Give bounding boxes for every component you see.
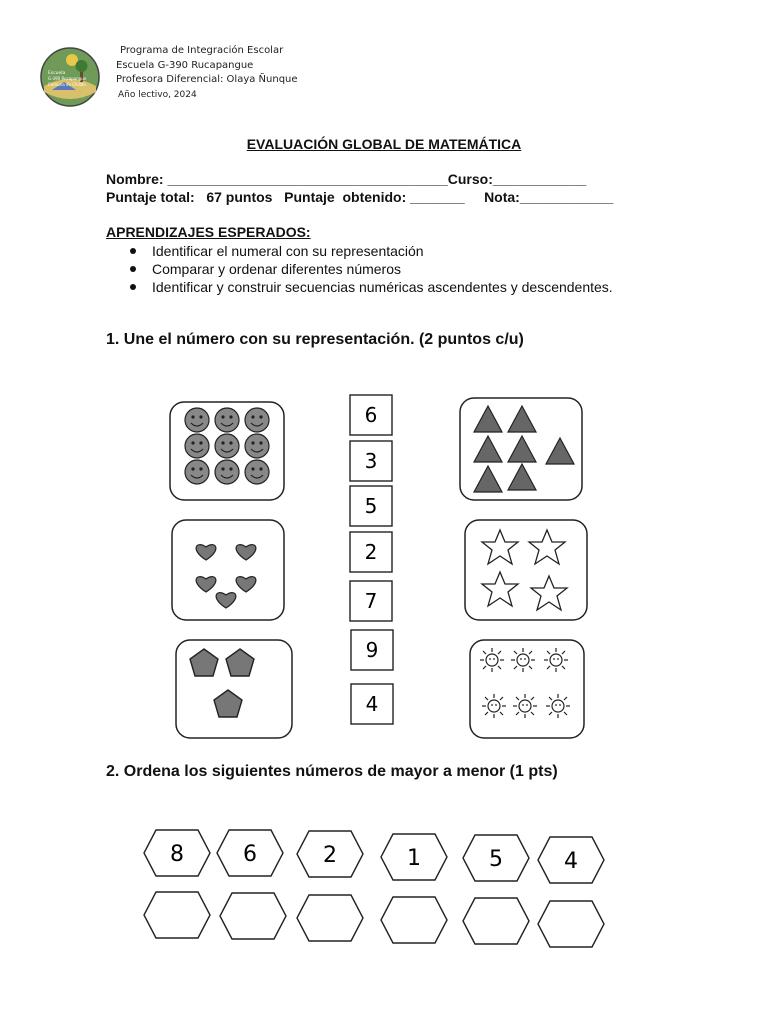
triangles-box [460, 398, 582, 500]
name-course-line: Nombre: ____________________________________Curso:____________ [106, 171, 587, 187]
smileys-box [170, 402, 284, 500]
hexagon-number: 1 [407, 846, 421, 871]
hexagon-number: 8 [170, 842, 184, 867]
list-item: Identificar y construir secuencias numéricas ascendentes y descendentes. [106, 278, 613, 296]
number-box: 7 [364, 589, 378, 613]
number-box: 3 [364, 449, 378, 473]
numbers-column [350, 395, 393, 724]
question-1-text: 1. Une el número con su representación. (2 puntos c/u) [106, 331, 524, 348]
hexagon-number: 5 [489, 847, 503, 872]
hearts-box [172, 520, 284, 620]
school-logo-icon [40, 46, 100, 108]
triangle-icon [474, 406, 574, 492]
list-item: Identificar el numeral con su representación [106, 242, 613, 260]
ordering-exercise [0, 820, 768, 960]
number-box: 4 [365, 692, 379, 716]
number-hexagons [144, 830, 604, 883]
list-item: Comparar y ordenar diferentes números [106, 260, 613, 278]
school-name: Escuela G-390 Rucapangue [116, 59, 254, 71]
number-box: 6 [364, 403, 378, 427]
program-name: Programa de Integración Escolar [120, 45, 284, 56]
hexagon-number: 6 [243, 842, 257, 867]
logo-text-3: Comuna de Chillán [48, 82, 86, 87]
school-header [116, 44, 298, 102]
sun-icon [480, 648, 570, 718]
logo-text-2: G-390 Rucapangue [48, 76, 87, 81]
star-icon [482, 530, 567, 610]
matching-exercise [0, 380, 768, 750]
stars-box [465, 520, 587, 620]
smiley-face-icon [185, 408, 269, 484]
number-box: 2 [364, 540, 378, 564]
number-box: 5 [364, 494, 378, 518]
score-grade-line: Puntaje total: 67 puntos Puntaje obtenido: _______ Nota:____________ [106, 189, 614, 205]
question-2-text: 2. Ordena los siguientes números de mayor a menor (1 pts) [106, 763, 558, 780]
hexagon-number: 4 [564, 849, 578, 874]
logo-text-1: Escuela [48, 71, 66, 76]
answer-hexagons [144, 892, 604, 947]
pentagons-box [176, 640, 292, 738]
learning-goals-list [106, 242, 613, 296]
teacher-name: Profesora Diferencial: Olaya Ñunque [116, 74, 298, 85]
school-year: Año lectivo, 2024 [118, 89, 197, 100]
page-title: EVALUACIÓN GLOBAL DE MATEMÁTICA [246, 136, 522, 152]
number-box: 9 [365, 638, 379, 662]
hexagon-number: 2 [323, 843, 337, 868]
heart-icon [196, 545, 256, 608]
suns-box [470, 640, 584, 738]
pentagon-icon [190, 649, 254, 717]
learning-goals-heading: APRENDIZAJES ESPERADOS: [106, 224, 311, 240]
